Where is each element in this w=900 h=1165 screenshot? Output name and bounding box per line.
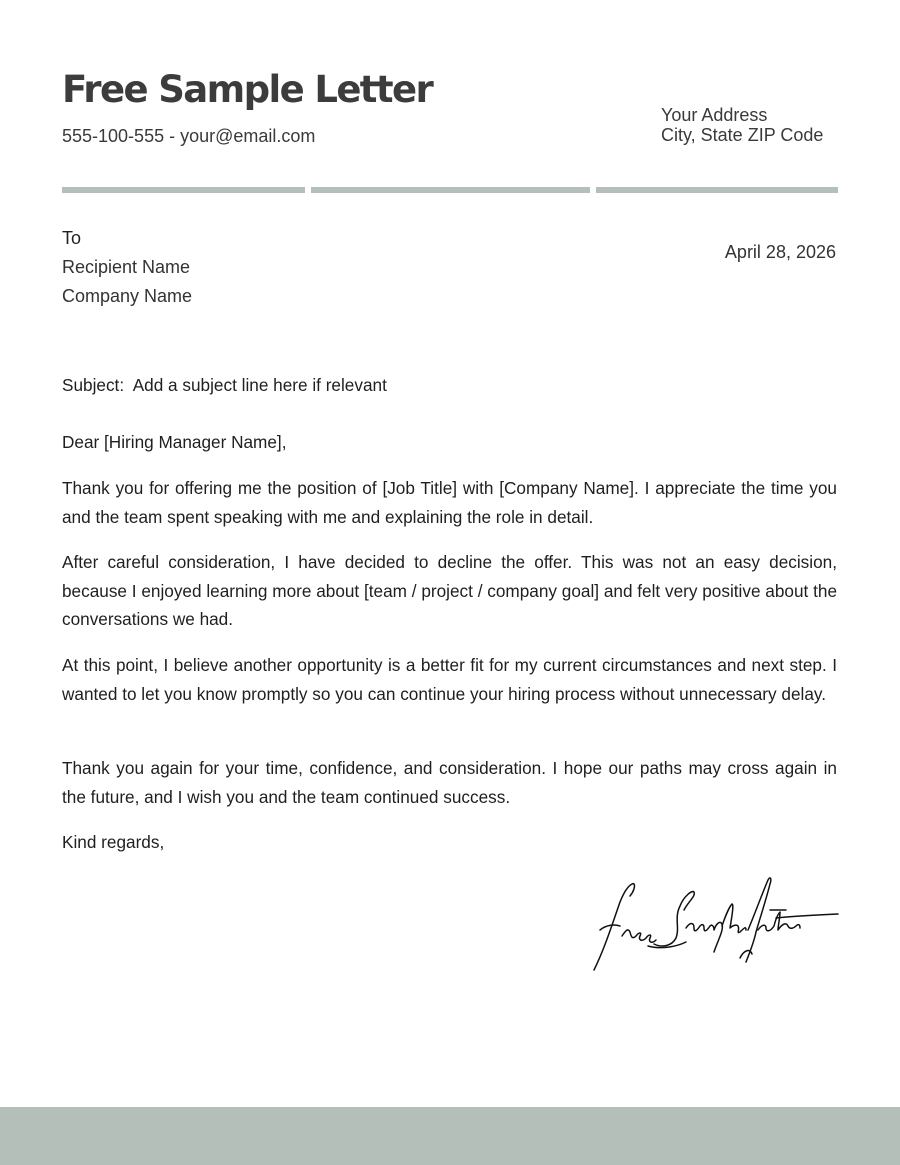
address-line-1: Your Address (661, 105, 768, 125)
sender-address (661, 105, 823, 145)
handwritten-signature (590, 870, 840, 980)
body-paragraph-4: Thank you again for your time, confidence, and consideration. I hope our paths may cross again in the future, and I wish you and the team continued success. (62, 758, 837, 807)
closing: Kind regards, (62, 832, 165, 852)
to-label: To (62, 228, 82, 248)
address-line-2: City, State ZIP Code (661, 125, 824, 145)
letter-title: Free Sample Letter (62, 68, 433, 111)
salutation: Dear [Hiring Manager Name], (62, 432, 287, 452)
header-divider-middle (311, 187, 590, 193)
body-paragraph-3: At this point, I believe another opportunity is a better fit for my current circumstances and next step. I wanted to let you know promptly so you can continue your hiring process without unnecessary delay. (62, 655, 837, 704)
recipient-block (62, 224, 192, 311)
recipient-company: Company Name (62, 286, 193, 306)
recipient-name: Recipient Name (62, 257, 191, 277)
letter-date: April 28, 2026 (724, 242, 836, 262)
sender-contact: 555-100-555 - your@email.com (62, 126, 316, 146)
body-paragraph-1: Thank you for offering me the position of [Job Title] with [Company Name]. I appreciate the time you and the team spent speaking with me and explaining the role in detail. (62, 478, 837, 527)
header-divider-left (62, 187, 305, 193)
body-paragraph-2: After careful consideration, I have decided to decline the offer. This was not an easy decision, because I enjoyed learning more about [team / project / company goal] and felt very positive about the conversations we had. (62, 552, 837, 629)
footer-band (0, 1107, 900, 1165)
header-divider-right (596, 187, 838, 193)
subject-line: Subject: Add a subject line here if relevant (62, 375, 387, 395)
